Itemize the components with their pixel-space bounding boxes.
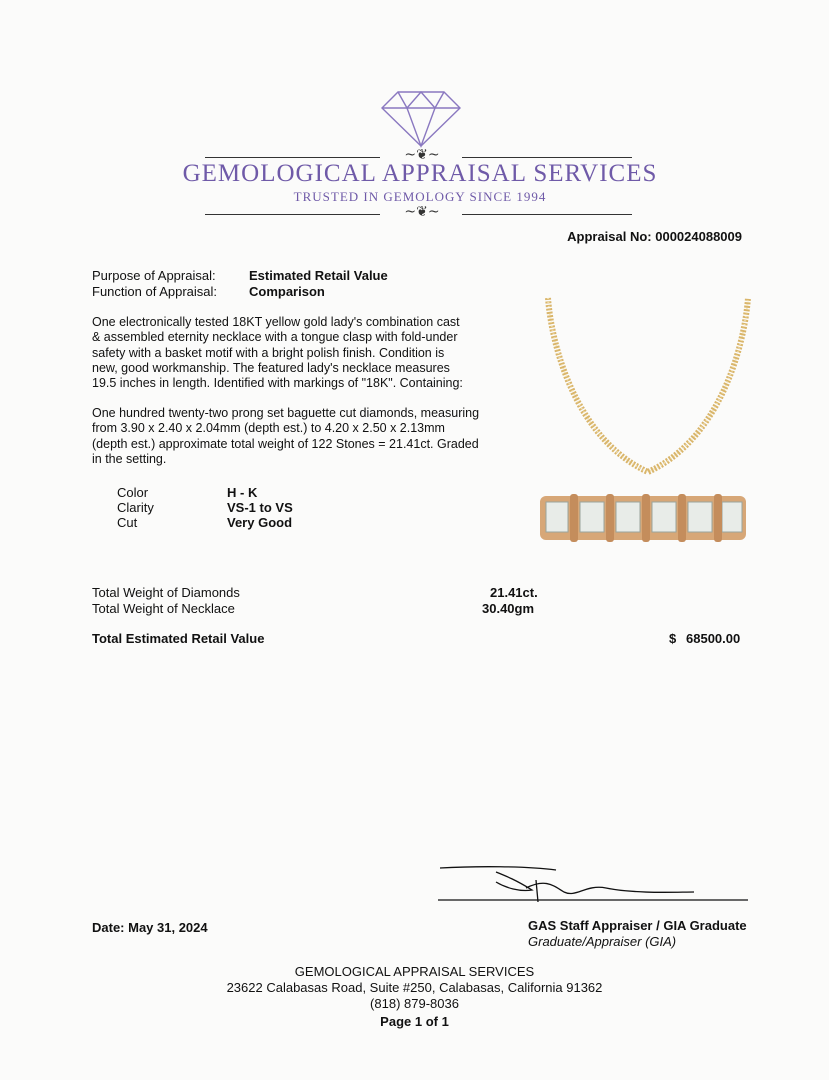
- description-line: safety with a basket motif with a bright polish finish. Condition is: [92, 345, 445, 360]
- stones-paragraph: [92, 406, 522, 467]
- description-paragraph: [92, 315, 522, 391]
- letterhead-rule-top-right: [462, 157, 632, 158]
- footer-address: 23622 Calabasas Road, Suite #250, Calabasas, California 91362: [226, 980, 603, 995]
- letterhead-tagline: TRUSTED IN GEMOLOGY SINCE 1994: [293, 189, 547, 204]
- appraiser-title: GAS Staff Appraiser / GIA Graduate: [528, 918, 747, 933]
- grading-value: Very Good: [227, 515, 293, 530]
- stones-line: One hundred twenty-two prong set baguette cut diamonds, measuring: [92, 406, 480, 420]
- grading-value: H - K: [227, 485, 258, 500]
- footer-company: GEMOLOGICAL APPRAISAL SERVICES: [294, 964, 535, 979]
- appraisal-number: Appraisal No: 000024088009: [567, 229, 742, 244]
- total-diamonds-value: 21.41ct.: [490, 585, 538, 600]
- total-diamonds-label: Total Weight of Diamonds: [92, 585, 240, 600]
- grading-value: VS-1 to VS: [227, 500, 293, 515]
- necklace-closeup-photo: [540, 490, 746, 548]
- necklace-photo: [538, 290, 758, 480]
- purpose-label: Purpose of Appraisal:: [92, 268, 216, 283]
- stones-line: from 3.90 x 2.40 x 2.04mm (depth est.) to 4.20 x 2.50 x 2.13mm: [92, 421, 445, 436]
- description-line: & assembled eternity necklace with a tongue clasp with fold-under: [92, 330, 458, 345]
- description-line: new, good workmanship. The featured lady's necklace measures: [92, 360, 450, 375]
- retail-currency: $: [669, 631, 677, 646]
- grading-label: Color: [117, 485, 149, 500]
- function-value: Comparison: [249, 284, 325, 299]
- footer-phone: (818) 879-8036: [370, 996, 459, 1011]
- letterhead-rule-bottom-right: [462, 214, 632, 215]
- stones-line: in the setting.: [92, 451, 167, 466]
- appraiser-subtitle: Graduate/Appraiser (GIA): [528, 934, 677, 949]
- grading-label: Cut: [117, 515, 138, 530]
- total-necklace-value: 30.40gm: [482, 601, 535, 616]
- appraiser-signature: [436, 862, 756, 912]
- letterhead-rule-top-left: [205, 157, 380, 158]
- purpose-value: Estimated Retail Value: [249, 268, 388, 283]
- page-number: Page 1 of 1: [380, 1014, 449, 1029]
- diamond-logo-icon: [380, 90, 462, 148]
- stones-line: (depth est.) approximate total weight of 122 Stones = 21.41ct. Graded: [92, 436, 479, 451]
- description-line: 19.5 inches in length. Identified with markings of "18K". Containing:: [92, 376, 463, 391]
- total-necklace-label: Total Weight of Necklace: [92, 601, 235, 616]
- retail-value: 68500.00: [686, 631, 741, 646]
- description-line: One electronically tested 18KT yellow gold lady's combination cast: [92, 315, 460, 329]
- ornament-bottom: ~❦~: [404, 204, 440, 220]
- function-label: Function of Appraisal:: [92, 284, 218, 299]
- date: Date: May 31, 2024: [92, 920, 208, 935]
- retail-value-label: Total Estimated Retail Value: [92, 631, 265, 646]
- letterhead-rule-bottom-left: [205, 214, 380, 215]
- letterhead-company: GEMOLOGICAL APPRAISAL SERVICES: [182, 160, 658, 187]
- ornament-top: ~❦~: [404, 147, 440, 163]
- grading-label: Clarity: [117, 500, 154, 515]
